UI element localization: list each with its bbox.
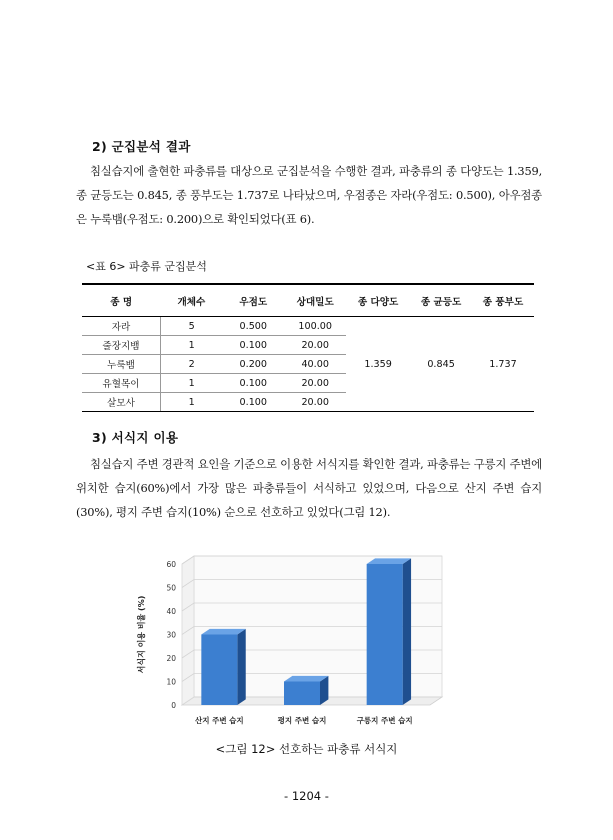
figure-12-caption: <그림 12> 선호하는 파충류 서식지 (215, 742, 398, 756)
dominance-cell: 0.100 (222, 393, 284, 412)
y-tick-label: 30 (166, 630, 176, 640)
x-category-label: 구릉지 주변 습지 (356, 716, 413, 725)
header-count: 개체수 (160, 284, 222, 317)
section-3-heading: 3) 서식지 이용 (92, 430, 179, 445)
habitat-bar-chart (130, 540, 460, 730)
header-evenness: 종 균등도 (410, 284, 472, 317)
density-cell: 40.00 (284, 355, 346, 374)
table-row (82, 317, 534, 336)
dominance-cell: 0.500 (222, 317, 284, 336)
diversity-cell: 1.359 (346, 317, 410, 412)
bar (367, 558, 411, 705)
header-density: 상대밀도 (284, 284, 346, 317)
bar-side (237, 629, 245, 705)
y-tick-label: 60 (166, 560, 176, 569)
bar-front (367, 564, 403, 705)
y-tick-label: 50 (166, 583, 176, 593)
x-category-label: 산지 주변 습지 (194, 716, 244, 725)
y-tick-label: 10 (166, 677, 176, 687)
species-name: 줄장지뱀 (82, 336, 160, 355)
bar (284, 676, 328, 705)
bar (201, 629, 245, 705)
section-2-heading: 2) 군집분석 결과 (92, 139, 191, 154)
table-header-row (82, 284, 534, 317)
page-number: - 1204 - (284, 789, 329, 803)
bar-side (403, 558, 411, 705)
y-tick-label: 20 (166, 654, 176, 663)
density-cell: 20.00 (284, 336, 346, 355)
dominance-cell: 0.100 (222, 374, 284, 393)
table-6-caption: <표 6> 파충류 군집분석 (86, 260, 207, 273)
dominance-cell: 0.200 (222, 355, 284, 374)
richness-cell: 1.737 (472, 317, 534, 412)
species-name: 자라 (82, 317, 160, 336)
count-cell: 1 (160, 393, 222, 412)
count-cell: 2 (160, 355, 222, 374)
y-tick-label: 0 (171, 701, 176, 710)
count-cell: 1 (160, 336, 222, 355)
bar-front (284, 682, 320, 706)
count-cell: 1 (160, 374, 222, 393)
species-name: 유혈목이 (82, 374, 160, 393)
section-3-text: 침실습지 주변 경관적 요인을 기준으로 이용한 서식지를 확인한 결과, 파충류는 구릉지 주변에 위치한 습지(60%)에서 가장 많은 파충류들이 서식하고 있었으며, 다음으로 산지 주변 습지(30%), 평지 주변 습지(10%) 순으로 선호하고 있었다(그림 12). (76, 457, 542, 519)
density-cell: 20.00 (284, 393, 346, 412)
header-diversity: 종 다양도 (346, 284, 410, 317)
count-cell: 5 (160, 317, 222, 336)
section-3-paragraph (76, 452, 542, 524)
density-cell: 100.00 (284, 317, 346, 336)
y-axis-label: 서식지 이용 비율 (%) (137, 595, 146, 674)
section-2-paragraph (76, 159, 542, 231)
dominance-cell: 0.100 (222, 336, 284, 355)
evenness-cell: 0.845 (410, 317, 472, 412)
header-dominance: 우점도 (222, 284, 284, 317)
section-2-text: 침실습지에 출현한 파충류를 대상으로 군집분석을 수행한 결과, 파충류의 종 다양도는 1.359, 종 균등도는 0.845, 종 풍부도는 1.737로 나타났으며, 우점종은 자라(우점도: 0.500), 아우점종은 누룩뱀(우점도: 0.200)으로 확인되었다(표 6). (76, 164, 542, 226)
header-species: 종 명 (82, 284, 160, 317)
species-name: 누룩뱀 (82, 355, 160, 374)
x-category-label: 평지 주변 습지 (277, 716, 327, 725)
density-cell: 20.00 (284, 374, 346, 393)
bar-front (201, 635, 237, 706)
y-tick-label: 40 (166, 607, 176, 616)
table-6 (82, 283, 534, 412)
header-richness: 종 풍부도 (472, 284, 534, 317)
species-name: 살모사 (82, 393, 160, 412)
